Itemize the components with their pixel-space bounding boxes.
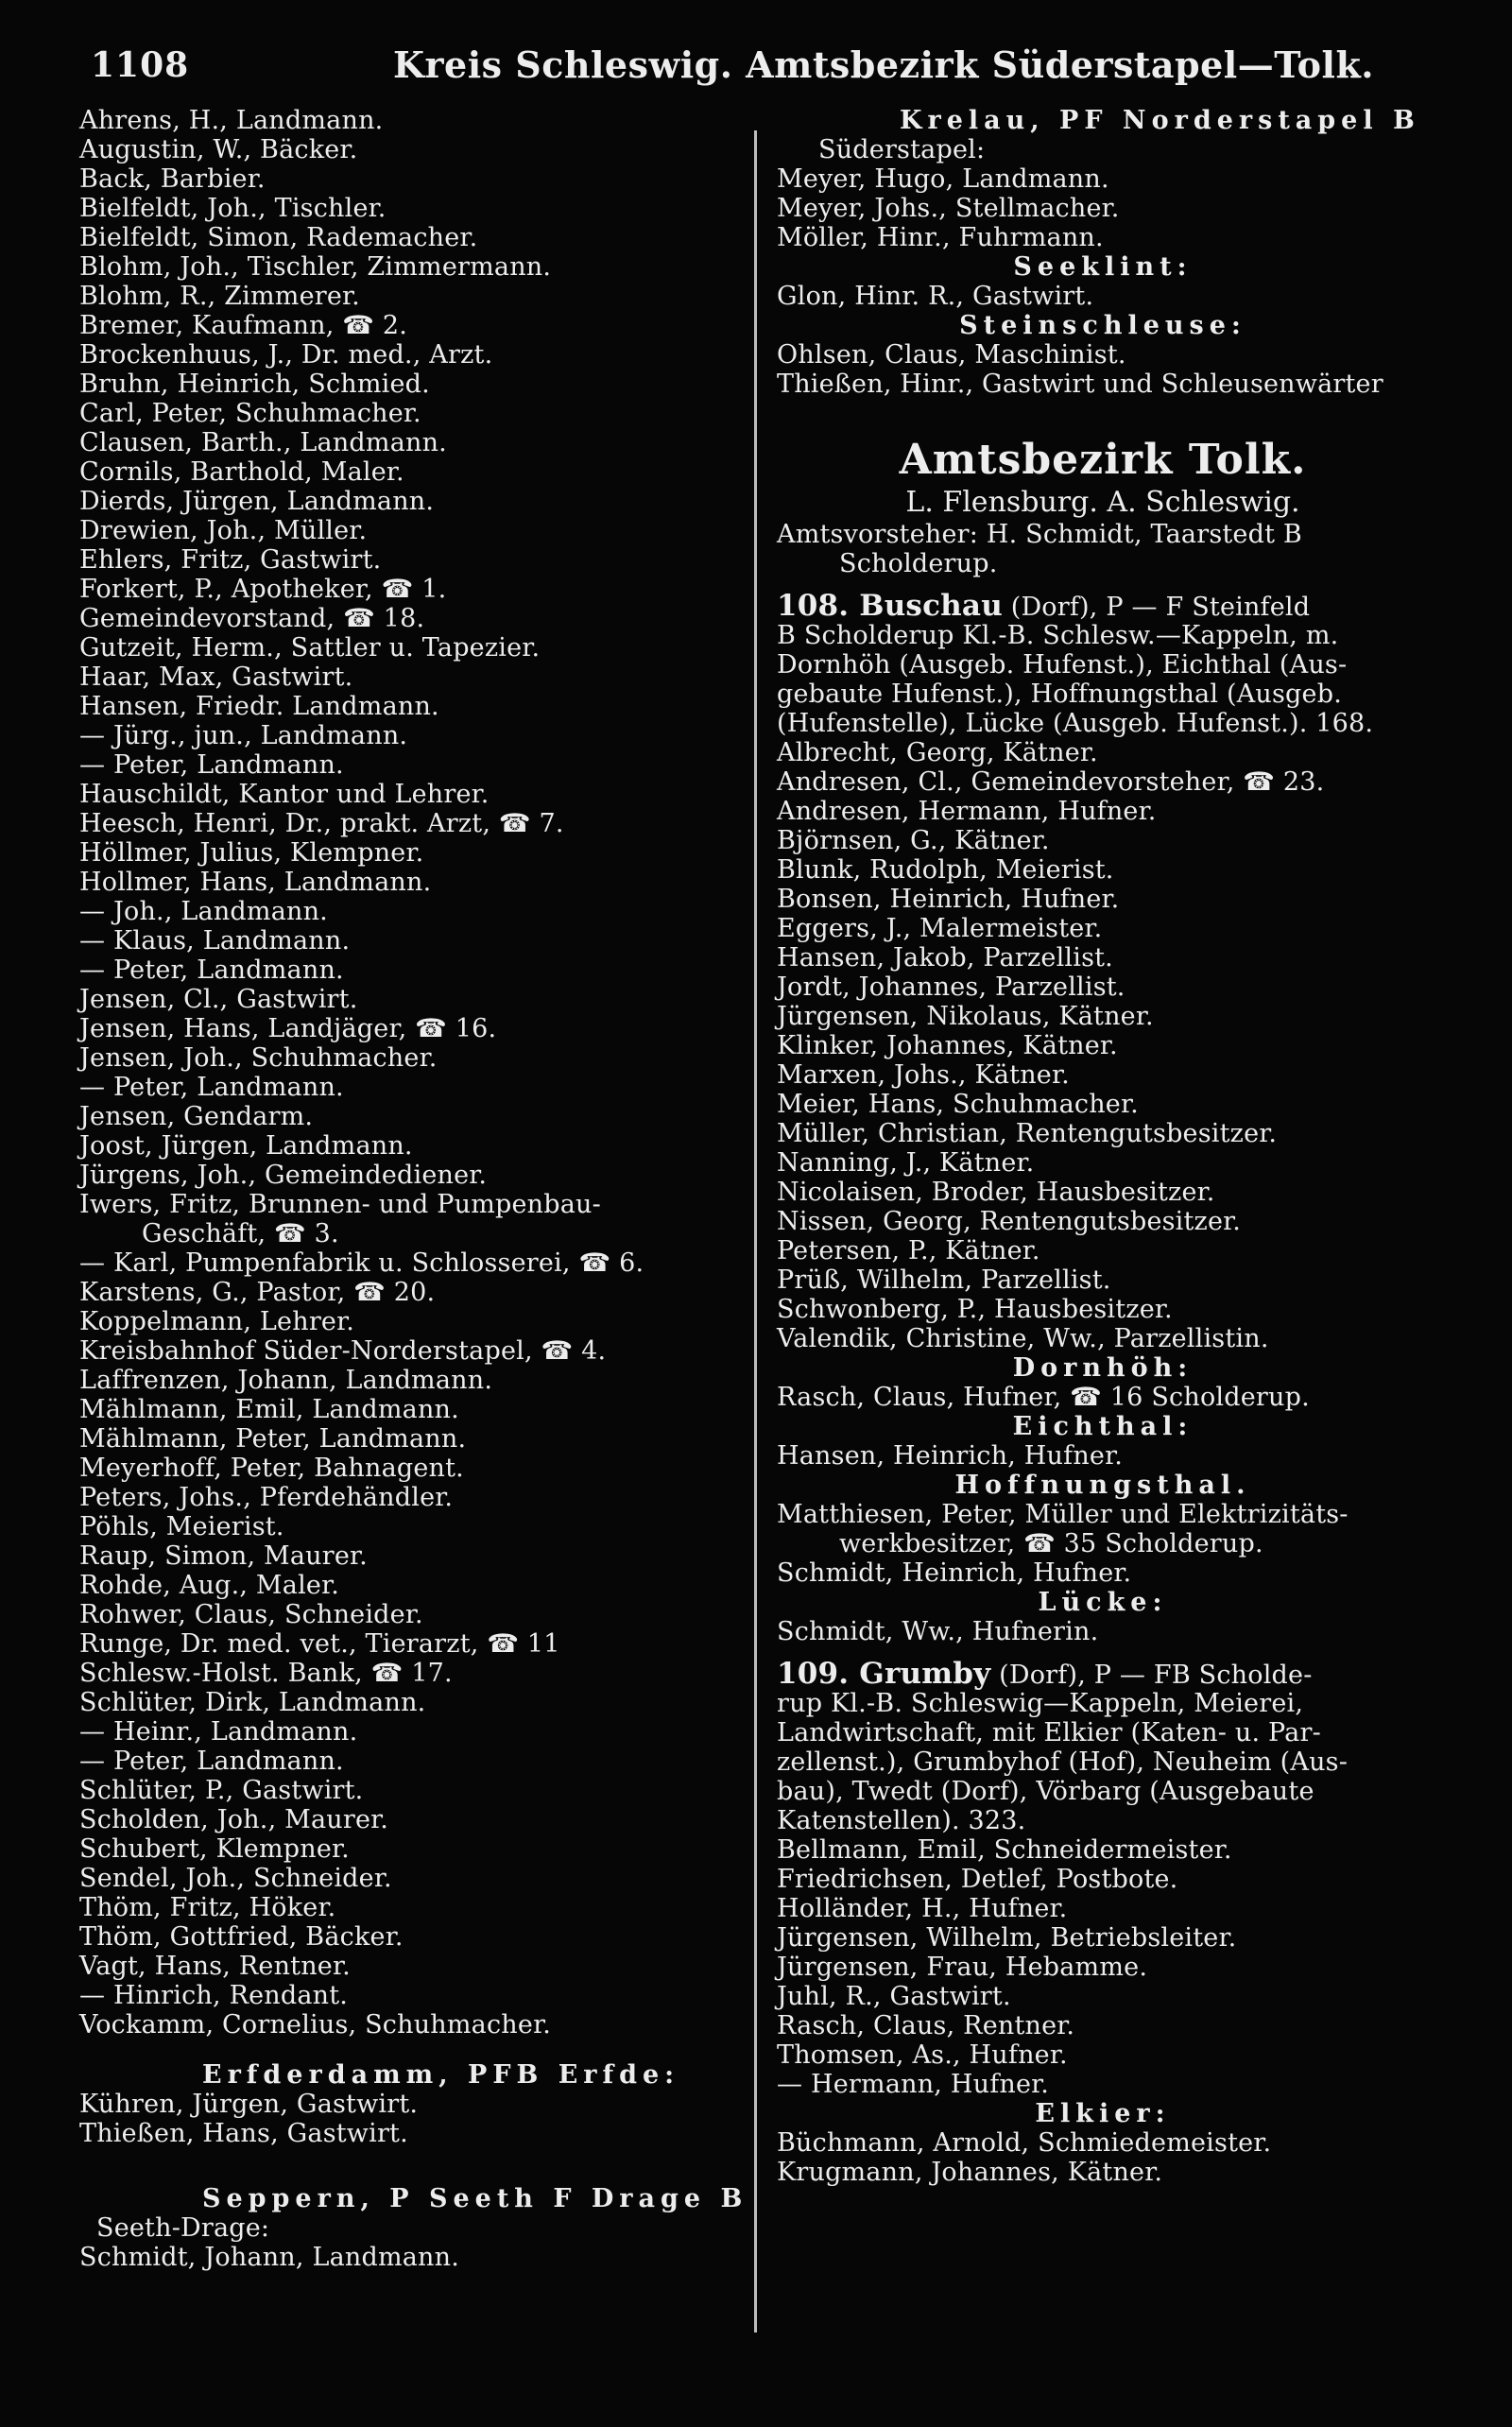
directory-line: Hansen, Friedr. Landmann. bbox=[79, 692, 439, 721]
directory-line: Jürgensen, Wilhelm, Betriebsleiter. bbox=[777, 1923, 1237, 1953]
directory-line: Landwirtschaft, mit Elkier (Katen- u. Par- bbox=[777, 1718, 1321, 1747]
directory-line: Kühren, Jürgen, Gastwirt. bbox=[79, 2090, 419, 2119]
directory-line: Blohm, Joh., Tischler, Zimmermann. bbox=[79, 252, 552, 282]
elkier-entries bbox=[777, 2128, 1429, 2187]
directory-line: Brockenhuus, J., Dr. med., Arzt. bbox=[79, 340, 493, 370]
directory-line: Jürgens, Joh., Gemeindediener. bbox=[79, 1161, 488, 1190]
grumby-entries bbox=[777, 1657, 1429, 2099]
directory-line: Kreisbahnhof Süder-Norderstapel, ☎ 4. bbox=[79, 1336, 607, 1366]
directory-line: Björnsen, G., Kätner. bbox=[777, 826, 1050, 855]
place-heading-krelau-cont: Süderstapel: bbox=[818, 135, 986, 164]
amtsvorsteher-entry bbox=[777, 520, 1429, 578]
directory-line: Schubert, Klempner. bbox=[79, 1834, 350, 1864]
directory-line: Karstens, G., Pastor, ☎ 20. bbox=[79, 1278, 436, 1307]
directory-line: Clausen, Barth., Landmann. bbox=[79, 428, 447, 457]
directory-line: Pöhls, Meierist. bbox=[79, 1512, 284, 1541]
krelau-entries bbox=[777, 164, 1429, 252]
directory-line: Amtsvorsteher: H. Schmidt, Taarstedt B bbox=[777, 520, 1302, 549]
directory-line: Hollmer, Hans, Landmann. bbox=[79, 868, 432, 897]
page-header bbox=[91, 43, 1452, 100]
directory-line: Juhl, R., Gastwirt. bbox=[777, 1982, 1011, 2011]
directory-line: Jensen, Joh., Schuhmacher. bbox=[79, 1043, 438, 1073]
directory-line: — Peter, Landmann. bbox=[79, 1073, 344, 1102]
directory-line: Hauschildt, Kantor und Lehrer. bbox=[79, 780, 490, 809]
directory-line: Jensen, Gendarm. bbox=[79, 1102, 314, 1131]
directory-line: Scholden, Joh., Maurer. bbox=[79, 1805, 389, 1834]
entry-text: (Dorf), P — F Steinfeld bbox=[1002, 593, 1311, 622]
directory-line: Büchmann, Arnold, Schmiedemeister. bbox=[777, 2128, 1272, 2158]
hoffnungsthal-entries bbox=[777, 1500, 1429, 1588]
directory-line: Bellmann, Emil, Schneidermeister. bbox=[777, 1835, 1232, 1865]
directory-line: Joost, Jürgen, Landmann. bbox=[79, 1131, 413, 1161]
steinschleuse-entries bbox=[777, 340, 1429, 399]
directory-line: Ehlers, Fritz, Gastwirt. bbox=[79, 545, 382, 575]
directory-line: Höllmer, Julius, Klempner. bbox=[79, 838, 424, 868]
directory-line: Cornils, Barthold, Maler. bbox=[79, 457, 404, 487]
directory-line: Dierds, Jürgen, Landmann. bbox=[79, 487, 435, 516]
directory-line: B Scholderup Kl.-B. Schlesw.—Kappeln, m. bbox=[777, 621, 1339, 650]
directory-line: Rasch, Claus, Rentner. bbox=[777, 2011, 1075, 2040]
directory-line: Nanning, J., Kätner. bbox=[777, 1148, 1035, 1178]
dornhoeh-entries bbox=[777, 1383, 1429, 1412]
directory-line: Meyer, Johs., Stellmacher. bbox=[777, 194, 1120, 223]
directory-line: Dornhöh (Ausgeb. Hufenst.), Eichthal (Aus- bbox=[777, 650, 1348, 680]
directory-line: Drewien, Joh., Müller. bbox=[79, 516, 368, 545]
directory-line: Iwers, Fritz, Brunnen- und Pumpenbau- bbox=[79, 1190, 601, 1219]
place-heading-erfderdamm: Erfderdamm, PFB Erfde: bbox=[202, 2060, 680, 2090]
directory-line: — Peter, Landmann. bbox=[79, 750, 344, 780]
directory-line: Nissen, Georg, Rentengutsbesitzer. bbox=[777, 1207, 1242, 1236]
directory-line: gebaute Hufenst.), Hoffnungsthal (Ausgeb. bbox=[777, 680, 1342, 709]
directory-line: Prüß, Wilhelm, Parzellist. bbox=[777, 1265, 1111, 1295]
place-heading-seeklint: Seeklint: bbox=[1013, 252, 1193, 282]
directory-line: Thöm, Gottfried, Bäcker. bbox=[79, 1922, 404, 1952]
directory-line: Thomsen, As., Hufner. bbox=[777, 2040, 1068, 2070]
directory-line: Schmidt, Heinrich, Hufner. bbox=[777, 1558, 1132, 1588]
directory-line: Thöm, Fritz, Höker. bbox=[79, 1893, 336, 1922]
directory-line: Koppelmann, Lehrer. bbox=[79, 1307, 355, 1336]
directory-line: Holländer, H., Hufner. bbox=[777, 1894, 1068, 1923]
directory-line: Müller, Christian, Rentengutsbesitzer. bbox=[777, 1119, 1278, 1148]
luecke-entries bbox=[777, 1617, 1429, 1646]
directory-line: Marxen, Johs., Kätner. bbox=[777, 1060, 1070, 1090]
seeklint-entries bbox=[777, 282, 1429, 311]
place-heading-hoffnungsthal: Hoffnungsthal. bbox=[954, 1471, 1251, 1500]
directory-line: Bonsen, Heinrich, Hufner. bbox=[777, 885, 1120, 914]
directory-line: Bielfeldt, Joh., Tischler. bbox=[79, 194, 387, 223]
directory-line: — Peter, Landmann. bbox=[79, 955, 344, 985]
district-title: Amtsbezirk Tolk. bbox=[899, 436, 1307, 484]
directory-line: Carl, Peter, Schuhmacher. bbox=[79, 399, 421, 428]
directory-line: Rasch, Claus, Hufner, ☎ 16 Scholderup. bbox=[777, 1383, 1310, 1412]
erfderdamm-entries bbox=[79, 2090, 741, 2148]
spacer bbox=[79, 2040, 741, 2060]
place-heading-krelau: Krelau, PF Norderstapel B bbox=[900, 106, 1420, 135]
directory-line: Sendel, Joh., Schneider. bbox=[79, 1864, 392, 1893]
directory-line: Augustin, W., Bäcker. bbox=[79, 135, 358, 164]
directory-line: Gemeindevorstand, ☎ 18. bbox=[79, 604, 425, 633]
running-title: Kreis Schleswig. Amtsbezirk Süderstapel—Tolk. bbox=[393, 43, 1374, 86]
directory-line: Friedrichsen, Detlef, Postbote. bbox=[777, 1865, 1178, 1894]
directory-line: Schmidt, Johann, Landmann. bbox=[79, 2243, 460, 2272]
buschau-entries bbox=[777, 589, 1429, 1353]
directory-line: Raup, Simon, Maurer. bbox=[79, 1541, 368, 1571]
directory-line: bau), Twedt (Dorf), Vörbarg (Ausgebaute bbox=[777, 1777, 1314, 1806]
entry-number: 109. Grumby bbox=[777, 1657, 991, 1691]
directory-line: Schlesw.-Holst. Bank, ☎ 17. bbox=[79, 1659, 453, 1688]
directory-line: Andresen, Cl., Gemeindevorsteher, ☎ 23. bbox=[777, 767, 1325, 797]
column-divider bbox=[754, 130, 757, 2332]
directory-line: Jürgensen, Nikolaus, Kätner. bbox=[777, 1002, 1154, 1031]
directory-line: — Peter, Landmann. bbox=[79, 1747, 344, 1776]
spacer bbox=[79, 2148, 741, 2184]
place-heading-dornhoeh: Dornhöh: bbox=[1012, 1353, 1194, 1383]
place-heading-elkier: Elkier: bbox=[1035, 2099, 1171, 2128]
entry-number: 108. Buschau bbox=[777, 589, 1003, 623]
directory-line: zellenst.), Grumbyhof (Hof), Neuheim (Aus- bbox=[777, 1747, 1349, 1777]
directory-line: — Hinrich, Rendant. bbox=[79, 1981, 349, 2010]
directory-line: Schmidt, Ww., Hufnerin. bbox=[777, 1617, 1099, 1646]
directory-line: Runge, Dr. med. vet., Tierarzt, ☎ 11 bbox=[79, 1629, 560, 1659]
directory-line: Klinker, Johannes, Kätner. bbox=[777, 1031, 1118, 1060]
directory-line bbox=[777, 589, 1429, 623]
directory-line: Bruhn, Heinrich, Schmied. bbox=[79, 370, 430, 399]
directory-line: Rohwer, Claus, Schneider. bbox=[79, 1600, 423, 1629]
directory-line: Valendik, Christine, Ww., Parzellistin. bbox=[777, 1324, 1269, 1353]
directory-line: Vockamm, Cornelius, Schuhmacher. bbox=[79, 2010, 551, 2040]
directory-line: Meyerhoff, Peter, Bahnagent. bbox=[79, 1454, 464, 1483]
directory-line: Ahrens, H., Landmann. bbox=[79, 106, 384, 135]
directory-line: Geschäft, ☎ 3. bbox=[142, 1219, 339, 1248]
district-subtitle: L. Flensburg. A. Schleswig. bbox=[905, 486, 1300, 519]
place-heading-steinschleuse: Steinschleuse: bbox=[959, 311, 1246, 340]
directory-line: Forkert, P., Apotheker, ☎ 1. bbox=[79, 575, 447, 604]
left-main-entries bbox=[79, 106, 741, 2040]
place-heading-seeth-cont: Seeth-Drage: bbox=[96, 2213, 270, 2243]
directory-line: Albrecht, Georg, Kätner. bbox=[777, 738, 1098, 767]
place-heading-luecke: Lücke: bbox=[1038, 1588, 1168, 1617]
directory-line: Meier, Hans, Schuhmacher. bbox=[777, 1090, 1139, 1119]
directory-line: Matthiesen, Peter, Müller und Elektrizitäts- bbox=[777, 1500, 1349, 1529]
directory-line: Schlüter, P., Gastwirt. bbox=[79, 1776, 364, 1805]
directory-line: Jensen, Cl., Gastwirt. bbox=[79, 985, 358, 1014]
directory-line: Mählmann, Emil, Landmann. bbox=[79, 1395, 459, 1424]
directory-line: Back, Barbier. bbox=[79, 164, 266, 194]
place-heading-seeth: Seppern, P Seeth F Drage B bbox=[202, 2184, 748, 2213]
directory-line: Thießen, Hinr., Gastwirt und Schleusenwärter bbox=[777, 370, 1383, 399]
directory-line: Katenstellen). 323. bbox=[777, 1806, 1026, 1835]
directory-line: Haar, Max, Gastwirt. bbox=[79, 663, 353, 692]
directory-line: Scholderup. bbox=[839, 549, 998, 578]
directory-line: Glon, Hinr. R., Gastwirt. bbox=[777, 282, 1094, 311]
directory-line: — Joh., Landmann. bbox=[79, 897, 328, 926]
directory-line: Hansen, Heinrich, Hufner. bbox=[777, 1441, 1124, 1471]
eichthal-entries bbox=[777, 1441, 1429, 1471]
directory-line: Mählmann, Peter, Landmann. bbox=[79, 1424, 467, 1454]
left-column bbox=[79, 106, 748, 2272]
directory-line: Bielfeldt, Simon, Rademacher. bbox=[79, 223, 478, 252]
directory-line: Eggers, J., Malermeister. bbox=[777, 914, 1103, 943]
directory-line: Andresen, Hermann, Hufner. bbox=[777, 797, 1157, 826]
directory-line: Vagt, Hans, Rentner. bbox=[79, 1952, 351, 1981]
directory-line: (Hufenstelle), Lücke (Ausgeb. Hufenst.). 168. bbox=[777, 709, 1374, 738]
place-heading-eichthal: Eichthal: bbox=[1012, 1412, 1194, 1441]
directory-line: — Heinr., Landmann. bbox=[79, 1717, 358, 1747]
directory-line: — Klaus, Landmann. bbox=[79, 926, 351, 955]
directory-line: Petersen, P., Kätner. bbox=[777, 1236, 1040, 1265]
directory-line: Nicolaisen, Broder, Hausbesitzer. bbox=[777, 1178, 1215, 1207]
page-number: 1108 bbox=[91, 45, 190, 85]
directory-line: Ohlsen, Claus, Maschinist. bbox=[777, 340, 1126, 370]
directory-line: werkbesitzer, ☎ 35 Scholderup. bbox=[839, 1529, 1263, 1558]
directory-line: Jürgensen, Frau, Hebamme. bbox=[777, 1953, 1148, 1982]
directory-line: Laffrenzen, Johann, Landmann. bbox=[79, 1366, 493, 1395]
directory-line: Jordt, Johannes, Parzellist. bbox=[777, 973, 1125, 1002]
entry-text: (Dorf), P — FB Scholde- bbox=[990, 1661, 1313, 1690]
directory-line: Bremer, Kaufmann, ☎ 2. bbox=[79, 311, 408, 340]
directory-line: Schlüter, Dirk, Landmann. bbox=[79, 1688, 426, 1717]
directory-line: Krugmann, Johannes, Kätner. bbox=[777, 2158, 1163, 2187]
directory-line bbox=[777, 1657, 1429, 1691]
directory-line: — Karl, Pumpenfabrik u. Schlosserei, ☎ 6. bbox=[79, 1248, 644, 1278]
directory-line: Meyer, Hugo, Landmann. bbox=[777, 164, 1109, 194]
right-column bbox=[777, 106, 1429, 2187]
directory-line: Blunk, Rudolph, Meierist. bbox=[777, 855, 1114, 885]
seeth-entries bbox=[79, 2243, 741, 2272]
directory-line: Thießen, Hans, Gastwirt. bbox=[79, 2119, 408, 2148]
spacer bbox=[777, 399, 1429, 435]
directory-line: Peters, Johs., Pferdehändler. bbox=[79, 1483, 454, 1512]
directory-line: Jensen, Hans, Landjäger, ☎ 16. bbox=[79, 1014, 497, 1043]
directory-line: Schwonberg, P., Hausbesitzer. bbox=[777, 1295, 1173, 1324]
directory-line: rup Kl.-B. Schleswig—Kappeln, Meierei, bbox=[777, 1689, 1304, 1718]
directory-line: Möller, Hinr., Fuhrmann. bbox=[777, 223, 1104, 252]
directory-line: Hansen, Jakob, Parzellist. bbox=[777, 943, 1113, 973]
directory-line: — Hermann, Hufner. bbox=[777, 2070, 1050, 2099]
directory-line: — Jürg., jun., Landmann. bbox=[79, 721, 408, 750]
directory-line: Gutzeit, Herm., Sattler u. Tapezier. bbox=[79, 633, 541, 663]
directory-line: Blohm, R., Zimmerer. bbox=[79, 282, 360, 311]
directory-line: Rohde, Aug., Maler. bbox=[79, 1571, 339, 1600]
directory-line: Heesch, Henri, Dr., prakt. Arzt, ☎ 7. bbox=[79, 809, 564, 838]
